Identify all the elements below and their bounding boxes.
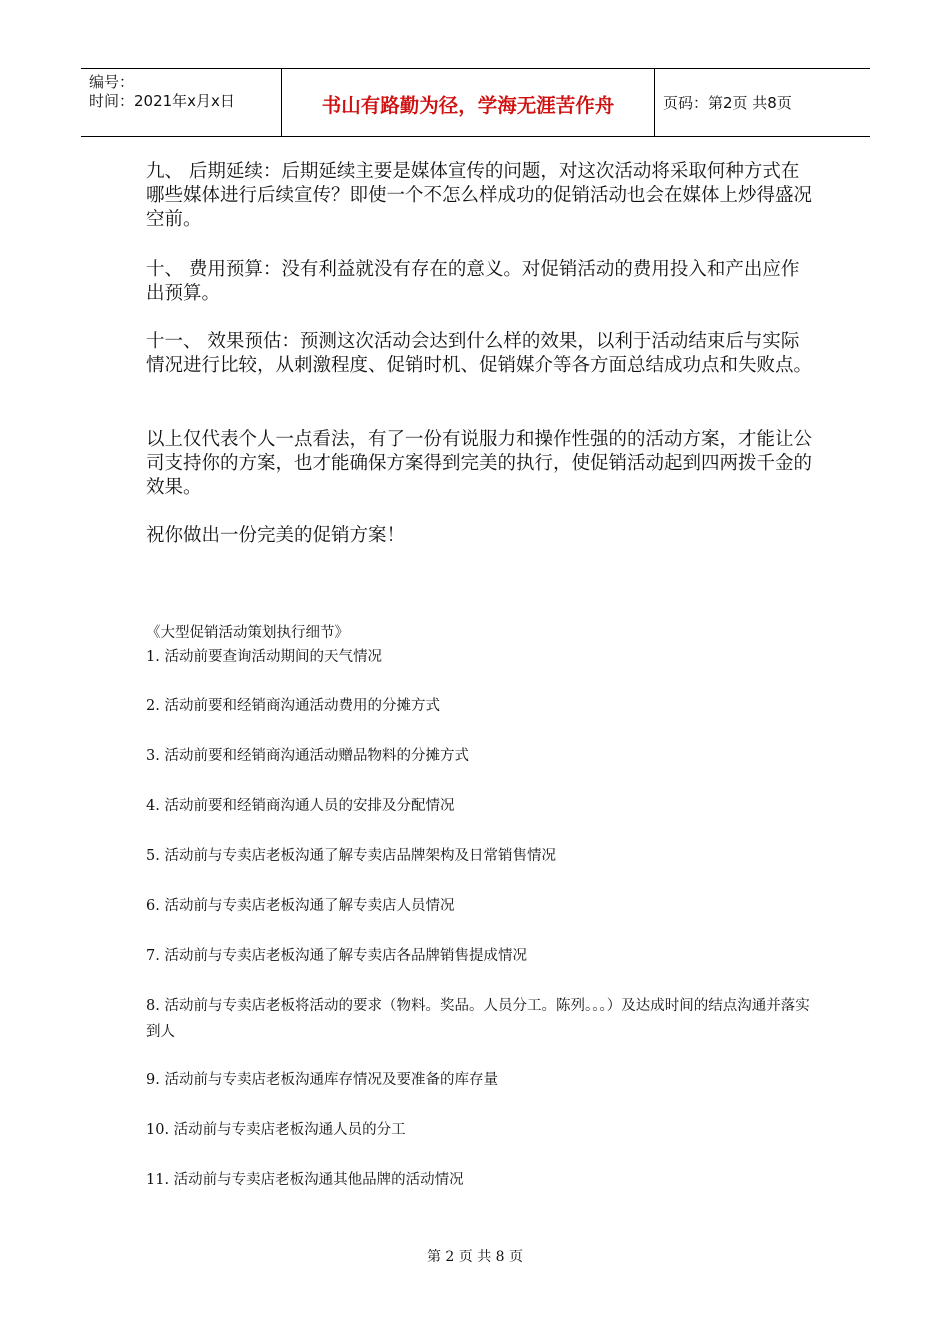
- header-page-number: 页码：第2页 共8页: [663, 94, 792, 112]
- detail-item: 11. 活动前与专卖店老板沟通其他品牌的活动情况: [146, 1172, 464, 1188]
- section-number: 十一、: [146, 331, 202, 352]
- section-text: 效果预估：预测这次活动会达到什么样的效果，以利于活动结束后与实际情况进行比较，从刺激程度、促销时机、促销媒介等各方面总结成功点和失败点。: [146, 331, 813, 376]
- section-text: 费用预算：没有利益就没有存在的意义。对促销活动的费用投入和产出应作出预算。: [146, 259, 800, 304]
- closing-wish: 祝你做出一份完美的促销方案！: [146, 525, 406, 546]
- conclusion-paragraph: 以上仅代表个人一点看法，有了一份有说服力和操作性强的的活动方案，才能让公司支持你的方案，也才能确保方案得到完美的执行，使促销活动起到四两拨千金的效果。: [146, 429, 813, 498]
- section-ten: [146, 258, 814, 306]
- detail-item: 2. 活动前要和经销商沟通活动费用的分摊方式: [146, 698, 440, 714]
- page-footer: 第 2 页 共 8 页: [426, 1249, 524, 1265]
- detail-item: 4. 活动前要和经销商沟通人员的安排及分配情况: [146, 798, 455, 814]
- header-motto: 书山有路勤为径，学海无涯苦作舟: [282, 69, 655, 136]
- section-number: 九、: [146, 161, 184, 182]
- detail-item: 8. 活动前与专卖店老板将活动的要求（物料。奖品。人员分工。陈列。。。）及达成时间的结点沟通并落实到人: [146, 998, 810, 1040]
- detail-item: 6. 活动前与专卖店老板沟通了解专卖店人员情况: [146, 898, 455, 914]
- detail-item: 3. 活动前要和经销商沟通活动赠品物料的分摊方式: [146, 748, 469, 764]
- section-nine: [146, 160, 814, 232]
- header-meta: [81, 69, 282, 136]
- detail-item: 10. 活动前与专卖店老板沟通人员的分工: [146, 1122, 406, 1138]
- section-eleven: [146, 330, 814, 378]
- section-number: 十、: [146, 259, 184, 280]
- detail-item: 1. 活动前要查询活动期间的天气情况: [146, 649, 382, 665]
- detail-item: 9. 活动前与专卖店老板沟通库存情况及要准备的库存量: [146, 1072, 498, 1088]
- section-text: 后期延续：后期延续主要是媒体宣传的问题，对这次活动将采取何种方式在哪些媒体进行后续宣传？即使一个不怎么样成功的促销活动也会在媒体上炒得盛况空前。: [146, 161, 813, 230]
- detail-item: 5. 活动前与专卖店老板沟通了解专卖店品牌架构及日常销售情况: [146, 848, 556, 864]
- detail-item: 7. 活动前与专卖店老板沟通了解专卖店各品牌销售提成情况: [146, 948, 527, 964]
- detail-title: 《大型促销活动策划执行细节》: [146, 625, 349, 641]
- serial-label: 编号：: [89, 73, 135, 91]
- time-label: 时间：2021年x月x日: [89, 92, 235, 110]
- page-header: [81, 68, 870, 137]
